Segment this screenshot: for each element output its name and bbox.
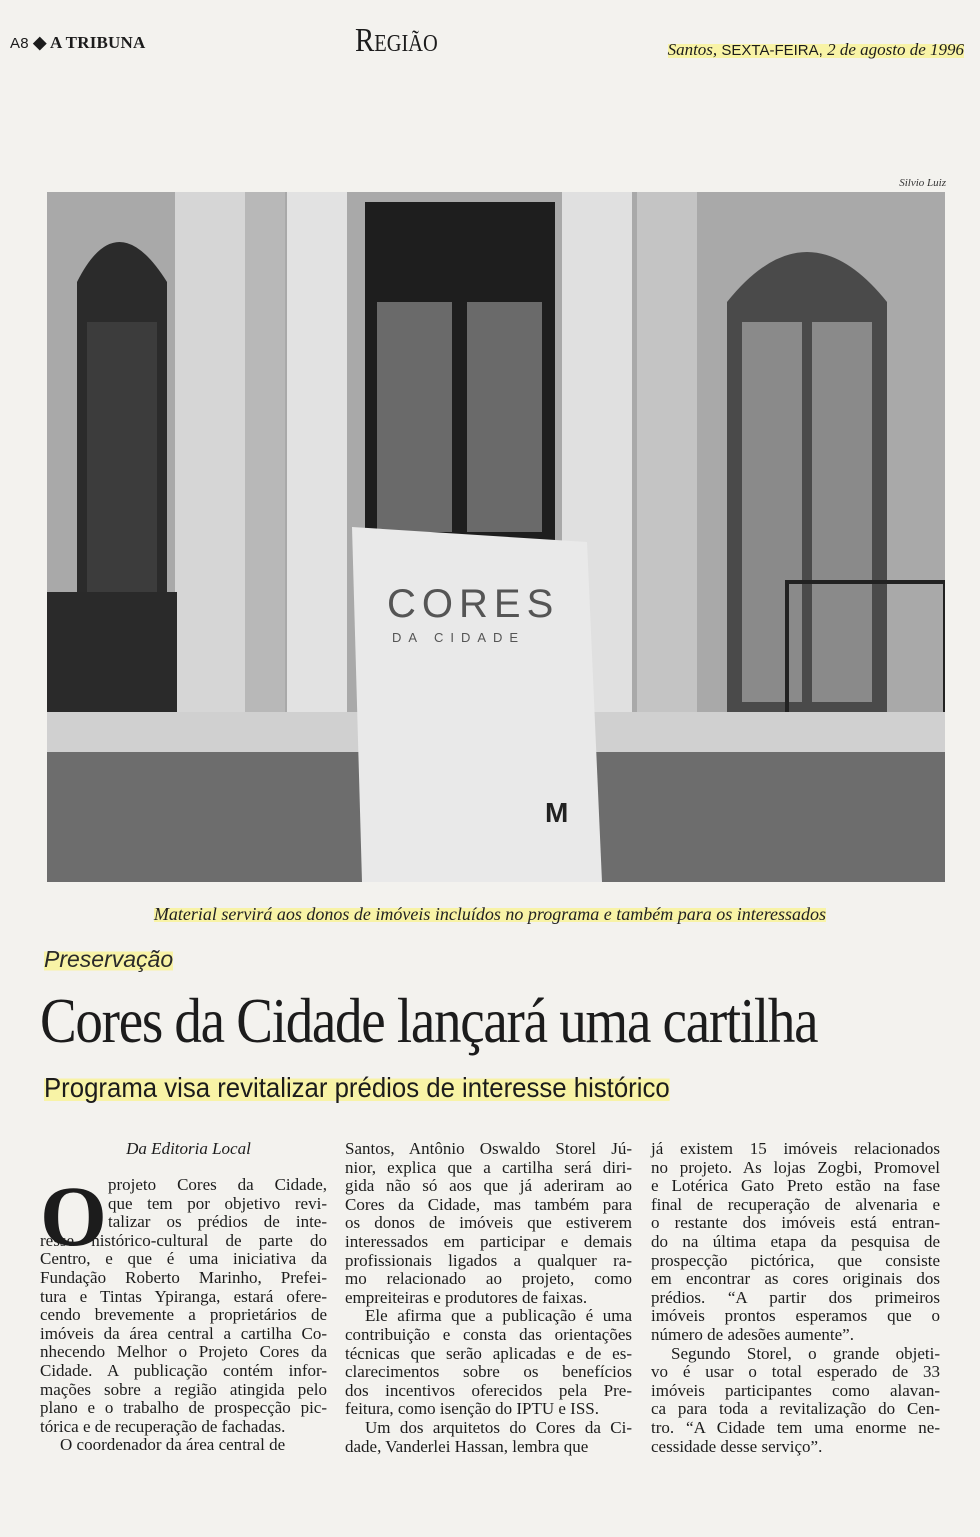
article-photo	[47, 192, 945, 882]
dateline-city: Santos,	[667, 40, 718, 59]
article-text-line: Cidade. A publicação contém infor-	[40, 1360, 327, 1380]
article-text-line: tura e Tintas Ypiranga, estará ofere-	[40, 1286, 327, 1306]
article-text-line: empreiteiras e produtores de faixas.	[345, 1287, 588, 1307]
article-text-line: cessidade desse serviço”.	[651, 1436, 823, 1456]
article-text-line: talizar os prédios de inte-	[108, 1212, 327, 1232]
dateline-date: 2 de agosto de 1996	[827, 40, 964, 59]
article-text-line: plano e o trabalho de prospecção pic-	[40, 1398, 327, 1418]
article-text-line: clarecimentos sobre os benefícios	[345, 1362, 632, 1382]
article-text-line: já existem 15 imóveis relacionados	[651, 1139, 940, 1158]
article-text-line: que tem por objetivo revi-	[108, 1193, 327, 1213]
article-text-line: imóveis da área central a cartilha Co-	[40, 1323, 327, 1343]
newspaper-name: A TRIBUNA	[50, 33, 146, 52]
diamond-icon: ◆	[33, 33, 47, 52]
article-text-line: interessados em participar e demais	[345, 1231, 632, 1251]
article-text-line: imóveis prontos esperamos que o	[651, 1306, 940, 1326]
article-text-line: Santos, Antônio Oswaldo Storel Jú-	[345, 1139, 632, 1158]
article-text-line: o restante dos imóveis está entran-	[651, 1213, 940, 1233]
article-text-line: imóveis participantes como alavan-	[651, 1380, 940, 1400]
article-text-line: mações sobre a região atingida pelo	[40, 1379, 327, 1399]
article-text-line: do na última etapa da pesquisa de	[651, 1231, 940, 1251]
article-text-line: tro. “A Cidade tem uma enorme ne-	[651, 1417, 940, 1437]
banner-word: CORES	[387, 582, 560, 626]
article-text-line: prédios. “A partir dos primeiros	[651, 1287, 940, 1307]
article-text-line: nhecendo Melhor o Projeto Cores da	[40, 1342, 327, 1362]
article-text-line: número de adesões aumente”.	[651, 1324, 854, 1344]
drop-cap: O	[40, 1168, 107, 1264]
article-text-line: tórica e de recuperação de fachadas.	[40, 1416, 286, 1436]
article-kicker: Preservação	[44, 946, 174, 972]
page-number: A8	[10, 35, 29, 52]
article-text-line: dade, Vanderlei Hassan, lembra que	[345, 1436, 589, 1456]
article-text-line: profissionais ligados a qualquer ra-	[345, 1250, 632, 1270]
photo-credit: Silvio Luiz	[899, 177, 946, 189]
banner-logo: M	[545, 797, 569, 828]
article-text-line: Centro, e que é uma iniciativa da	[40, 1249, 327, 1269]
article-text-line: gida não só aos que já aderiram ao	[345, 1176, 632, 1196]
article-text-line: em encontrar as cores originais dos	[651, 1269, 940, 1289]
article-headline: Cores da Cidade lançará uma cartilha	[40, 985, 818, 1056]
article-text-line: ca para toda a revitalização do Cen-	[651, 1399, 940, 1419]
article-text-line: vo é usar o total esperado de 33	[651, 1362, 940, 1382]
article-text-line: no projeto. As lojas Zogbi, Promovel	[651, 1157, 940, 1177]
article-text-line: mo relacionado ao projeto, como	[345, 1269, 632, 1289]
dateline-weekday: SEXTA-FEIRA,	[721, 42, 823, 59]
article-text-line: cendo brevemente a proprietários de	[40, 1305, 327, 1325]
byline: Da Editoria Local	[126, 1139, 251, 1158]
article-text-line: Fundação Roberto Marinho, Prefei-	[40, 1267, 327, 1287]
article-text-line: Um dos arquitetos do Cores da Ci-	[365, 1417, 632, 1437]
article-text-line: os donos de imóveis que estiverem	[345, 1213, 632, 1233]
article-text-line: projeto Cores da Cidade,	[108, 1175, 327, 1194]
article-text-line: feitura, como isenção do IPTU e ISS.	[345, 1399, 599, 1419]
article-subheadline: Programa visa revitalizar prédios de interesse histórico	[44, 1072, 670, 1103]
article-text-line: dos incentivos oferecidos pela Pre-	[345, 1380, 632, 1400]
article-column-1	[40, 1140, 327, 1455]
article-text-line: e Lotérica Gato Preto estão na fase	[651, 1176, 940, 1196]
article-text-line: final de recuperação de alvenaria e	[651, 1194, 940, 1214]
article-text-line: resse histórico-cultural de parte do	[40, 1230, 327, 1250]
article-column-3	[651, 1140, 940, 1456]
article-text-line: nior, explica que a cartilha será diri-	[345, 1157, 632, 1177]
caption-text: Material servirá aos donos de imóveis incluídos no programa e também para os interessados	[153, 904, 827, 924]
article-text-line: Segundo Storel, o grande objeti-	[671, 1343, 940, 1363]
section-title: Região	[355, 22, 438, 59]
article-text-line: Ele afirma que a publicação é uma	[365, 1306, 632, 1326]
banner-subtitle: DA CIDADE	[392, 630, 526, 645]
article-text-line: técnicas que serão aplicadas e de es-	[345, 1343, 632, 1363]
dateline	[668, 40, 964, 60]
article-column-2	[345, 1140, 632, 1456]
article-text-line: prospecção pictórica, que consiste	[651, 1250, 940, 1270]
photo-caption	[0, 904, 980, 925]
article-text-line: contribuição e consta das orientações	[345, 1324, 632, 1344]
page-header-left	[10, 33, 145, 53]
article-text-line: Cores da Cidade, mas também para	[345, 1194, 632, 1214]
article-text-line: O coordenador da área central de	[60, 1435, 286, 1455]
